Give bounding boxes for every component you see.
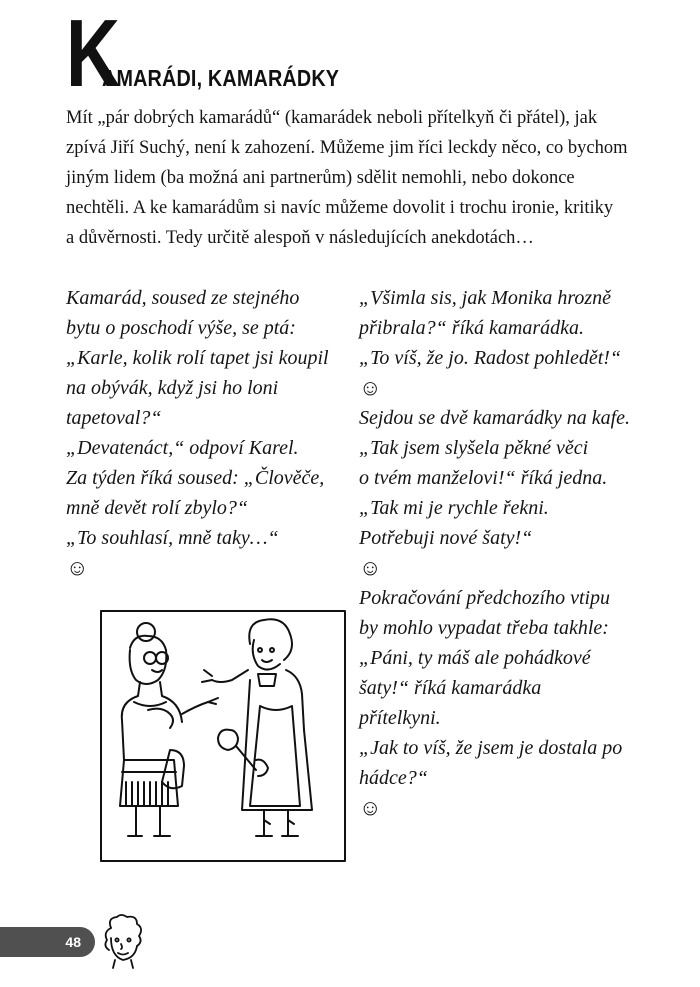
joke-line: Kamarád, soused ze stejného [66,287,300,309]
heading-title: AMARÁDI, KAMARÁDKY [102,65,340,91]
intro-line: Mít „pár dobrých kamarádů“ (kamarádek neboli přítelkyň či přátel), jak [66,108,598,128]
joke-line: šaty!“ říká kamarádka [359,677,542,699]
intro-line: a důvěrnosti. Tedy určitě alespoň v následujících anekdotách… [66,228,534,248]
smiley-icon: ☺ [359,555,382,580]
joke-line: přibrala?“ říká kamarádka. [359,317,584,339]
page-number-tab [0,927,95,957]
joke-line: „Devatenáct,“ odpoví Karel. [66,437,299,459]
joke-line: hádce?“ [359,767,428,789]
joke-line: na obývák, když jsi ho loni [66,377,279,399]
right-column [359,283,659,823]
heading-drop-cap: K [66,0,117,107]
intro-line: zpívá Jiří Suchý, není k zahození. Můžeme jim říci leckdy něco, co bychom [66,138,628,158]
joke-line: by mohlo vypadat třeba takhle: [359,617,609,639]
right-woman-figure [202,619,312,836]
intro-line: nechtěli. A ke kamarádům si navíc můžeme dovolit i trochu ironie, kritiky [66,198,614,218]
left-column [66,283,346,583]
mascot-icon [97,912,147,970]
joke-line: Za týden říká soused: „Člověče, [66,467,325,489]
joke-line: „Páni, ty máš ale pohádkové [359,647,591,669]
joke-line: „Všimla sis, jak Monika hrozně [359,287,612,309]
smiley-icon: ☺ [359,795,382,820]
joke-line: přítelkyni. [359,707,441,729]
joke-line: „Jak to víš, že jsem je dostala po [359,737,623,759]
joke-line: bytu o poschodí výše, se ptá: [66,317,296,339]
page-number: 48 [65,934,81,950]
intro-line: jiným lidem (ba možná ani partnerům) sdělit nemohli, nebo dokonce [66,168,575,188]
two-women-illustration [100,610,346,862]
smiley-icon: ☺ [359,375,382,400]
smiley-icon: ☺ [66,555,89,580]
joke-line: Pokračování předchozího vtipu [359,587,611,609]
joke-line: „Tak mi je rychle řekni. [359,497,549,519]
joke-line: Sejdou se dvě kamarádky na kafe. [359,407,631,429]
joke-line: „Tak jsem slyšela pěkné věci [359,437,589,459]
joke-line: o tvém manželovi!“ říká jedna. [359,467,608,489]
left-woman-figure [120,623,218,836]
joke-line: „Karle, kolik rolí tapet jsi koupil [66,347,329,369]
joke-line: „To souhlasí, mně taky…“ [66,527,279,549]
joke-line: „To víš, že jo. Radost pohledět!“ [359,347,622,369]
joke-line: tapetoval?“ [66,407,162,429]
intro-paragraph [66,103,646,253]
joke-line: mně devět rolí zbylo?“ [66,497,249,519]
joke-line: Potřebuji nové šaty!“ [359,527,533,549]
